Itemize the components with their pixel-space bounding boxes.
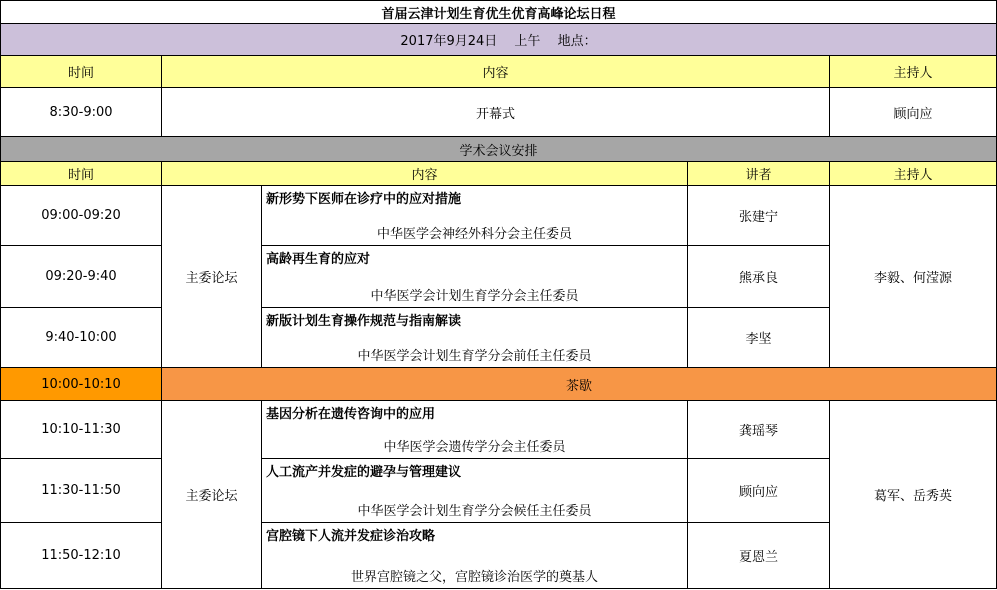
talk-title: 人工流产并发症的避孕与管理建议 bbox=[266, 465, 462, 480]
talk-speaker: 夏恩兰 bbox=[688, 523, 830, 589]
talk-time: 10:10-11:30 bbox=[0, 401, 162, 459]
talk-content bbox=[262, 246, 688, 308]
talk-title: 高龄再生育的应对 bbox=[266, 252, 371, 267]
talk-content bbox=[262, 186, 688, 246]
talk-content bbox=[262, 459, 688, 523]
talk-subtitle: 中华医学会遗传学分会主任委员 bbox=[383, 440, 566, 455]
talk-title: 新形势下医师在诊疗中的应对措施 bbox=[266, 192, 462, 207]
session-host: 葛军、岳秀英 bbox=[830, 401, 997, 589]
talk-content bbox=[262, 308, 688, 368]
session-name: 主委论坛 bbox=[162, 401, 262, 589]
opening-content: 开幕式 bbox=[162, 88, 830, 137]
header2-host: 主持人 bbox=[830, 162, 997, 186]
talk-title: 基因分析在遗传咨询中的应用 bbox=[266, 407, 436, 422]
header2-content: 内容 bbox=[162, 162, 688, 186]
talk-content bbox=[262, 401, 688, 459]
session-name: 主委论坛 bbox=[162, 186, 262, 368]
talk-speaker: 龚瑶琴 bbox=[688, 401, 830, 459]
header2-speaker: 讲者 bbox=[688, 162, 830, 186]
section-title: 学术会议安排 bbox=[0, 137, 997, 162]
schedule-title: 首届云津计划生育优生优育高峰论坛日程 bbox=[0, 0, 997, 24]
header-time: 时间 bbox=[0, 56, 162, 88]
talk-time: 09:20-9:40 bbox=[0, 246, 162, 308]
opening-host: 顾向应 bbox=[830, 88, 997, 137]
talk-speaker: 张建宁 bbox=[688, 186, 830, 246]
talk-title: 新版计划生育操作规范与指南解读 bbox=[266, 314, 462, 329]
talk-speaker: 熊承良 bbox=[688, 246, 830, 308]
talk-time: 11:30-11:50 bbox=[0, 459, 162, 523]
talk-subtitle: 中华医学会计划生育学分会前任主任委员 bbox=[357, 349, 592, 364]
talk-content bbox=[262, 523, 688, 589]
header2-time: 时间 bbox=[0, 162, 162, 186]
talk-speaker: 顾向应 bbox=[688, 459, 830, 523]
break-time: 10:00-10:10 bbox=[0, 368, 162, 401]
talk-subtitle: 中华医学会计划生育学分会主任委员 bbox=[370, 289, 579, 304]
header-content: 内容 bbox=[162, 56, 830, 88]
talk-time: 9:40-10:00 bbox=[0, 308, 162, 368]
opening-time: 8:30-9:00 bbox=[0, 88, 162, 137]
date-location-row: 2017年9月24日 上午 地点： bbox=[0, 24, 997, 56]
talk-subtitle: 中华医学会神经外科分会主任委员 bbox=[376, 227, 572, 242]
talk-subtitle: 中华医学会计划生育学分会候任主任委员 bbox=[357, 504, 592, 519]
header-host: 主持人 bbox=[830, 56, 997, 88]
break-label: 茶歇 bbox=[162, 368, 997, 401]
talk-speaker: 李坚 bbox=[688, 308, 830, 368]
talk-time: 09:00-09:20 bbox=[0, 186, 162, 246]
talk-subtitle: 世界宫腔镜之父，宫腔镜诊治医学的奠基人 bbox=[350, 570, 598, 585]
talk-title: 宫腔镜下人流并发症诊治攻略 bbox=[266, 529, 436, 544]
session-host: 李毅、何滢源 bbox=[830, 186, 997, 368]
talk-time: 11:50-12:10 bbox=[0, 523, 162, 589]
